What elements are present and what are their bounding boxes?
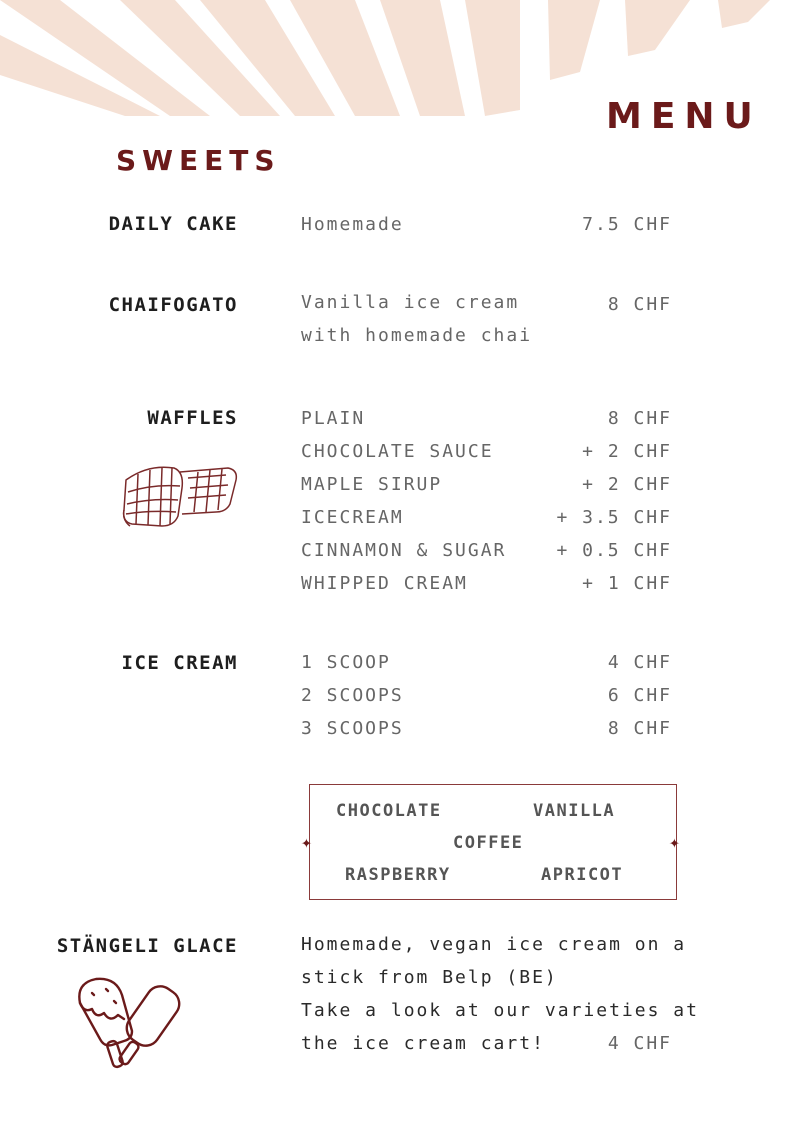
item-price-chaifogato: 8 CHF: [607, 294, 672, 315]
flavor-chocolate: CHOCOLATE: [336, 801, 442, 821]
item-price-staengeli: 4 CHF: [607, 1033, 672, 1054]
item-desc-staengeli-line1: Homemade, vegan ice cream on a: [301, 934, 687, 955]
waffle-price-maple-sirup: + 2 CHF: [582, 474, 672, 495]
waffle-price-cinnamon-sugar: + 0.5 CHF: [556, 540, 672, 561]
section-title: SWEETS: [116, 144, 281, 177]
waffle-option-icecream: ICECREAM: [301, 507, 404, 528]
waffle-option-maple-sirup: MAPLE SIRUP: [301, 474, 443, 495]
item-desc-staengeli-line2: stick from Belp (BE): [301, 967, 558, 988]
waffle-option-plain: PLAIN: [301, 408, 366, 429]
item-name-staengeli-glace: STÄNGELI GLACE: [56, 935, 238, 957]
waffle-price-chocolate-sauce: + 2 CHF: [582, 441, 672, 462]
flavor-raspberry: RASPBERRY: [345, 865, 451, 885]
item-name-ice-cream: ICE CREAM: [121, 652, 238, 674]
waffle-illustration: [118, 458, 242, 530]
popsicle-illustration: [66, 975, 190, 1075]
waffle-option-chocolate-sauce: CHOCOLATE SAUCE: [301, 441, 494, 462]
menu-title: MENU: [606, 96, 762, 137]
item-desc-chaifogato-line1: Vanilla ice cream: [301, 292, 520, 313]
item-desc-staengeli-line3: Take a look at our varieties at: [301, 1000, 699, 1021]
sparkle-star-icon: ✦: [301, 832, 312, 853]
waffle-price-icecream: + 3.5 CHF: [556, 507, 672, 528]
item-name-chaifogato: CHAIFOGATO: [108, 294, 238, 316]
sparkle-star-icon: ✦: [669, 832, 680, 853]
waffle-price-plain: 8 CHF: [607, 408, 672, 429]
ice-cream-price-2-scoops: 6 CHF: [607, 685, 672, 706]
ice-cream-option-1-scoop: 1 SCOOP: [301, 652, 391, 673]
flavor-vanilla: VANILLA: [533, 801, 616, 821]
flavor-coffee: COFFEE: [453, 833, 524, 853]
item-desc-chaifogato-line2: with homemade chai: [301, 325, 533, 346]
flavor-apricot: APRICOT: [541, 865, 624, 885]
ice-cream-option-2-scoops: 2 SCOOPS: [301, 685, 404, 706]
waffle-option-whipped-cream: WHIPPED CREAM: [301, 573, 468, 594]
ice-cream-price-3-scoops: 8 CHF: [607, 718, 672, 739]
item-name-waffles: WAFFLES: [147, 407, 238, 429]
waffle-price-whipped-cream: + 1 CHF: [582, 573, 672, 594]
item-desc-staengeli-line4: the ice cream cart!: [301, 1033, 545, 1054]
ice-cream-price-1-scoop: 4 CHF: [607, 652, 672, 673]
item-name-daily-cake: DAILY CAKE: [108, 213, 238, 235]
ice-cream-option-3-scoops: 3 SCOOPS: [301, 718, 404, 739]
item-price-daily-cake: 7.5 CHF: [582, 214, 672, 235]
item-desc-daily-cake: Homemade: [301, 214, 404, 235]
waffle-option-cinnamon-sugar: CINNAMON & SUGAR: [301, 540, 507, 561]
